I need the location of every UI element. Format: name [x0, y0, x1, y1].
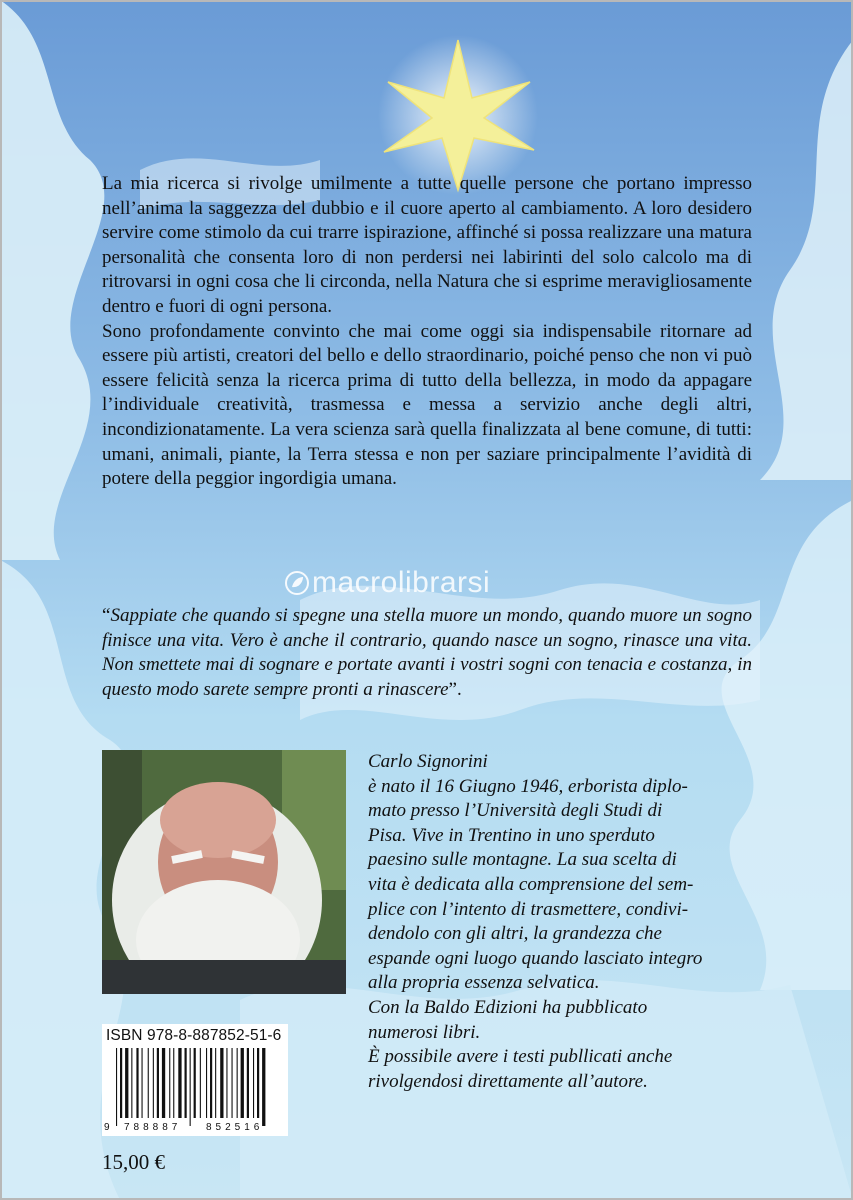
bio-line: dendolo con gli altri, la grandezza che [368, 923, 662, 945]
author-name: Carlo Signorini [368, 751, 488, 772]
barcode-digit-first: 9 [104, 1122, 110, 1133]
body-text [102, 172, 752, 492]
bio-line: rivolgendosi direttamente all’autore. [368, 1070, 648, 1092]
bio-line: plice con l’intento di trasmettere, condivi- [368, 898, 689, 920]
barcode-digits-left: 788887 [124, 1122, 182, 1133]
isbn-barcode [102, 1024, 288, 1136]
quote-close-mark: ”. [448, 678, 462, 700]
bio-line: numerosi libri. [368, 1021, 481, 1043]
barcode-bars [112, 1048, 282, 1126]
watermark-text: macrolibrarsi [312, 566, 491, 599]
author-photo [102, 750, 346, 994]
bio-line: alla propria essenza selvatica. [368, 972, 600, 994]
bio-line: paesino sulle montagne. La sua scelta di [368, 849, 677, 871]
quote-text: Sappiate che quando si spegne una stella muore un mondo, quando muore un sogno finisce una vita. Vero è anche il contrario, quando nasce un sogno, rinasce una vita. Non smettete mai di sognare e portate avanti i vostri sogni con tenacia e costanza, in questo modo sarete sempre pronti a rinascere [102, 605, 752, 700]
price: 15,00 € [102, 1150, 165, 1174]
quote-open-mark: “ [102, 605, 111, 626]
bio-line: Con la Baldo Edizioni ha pubblicato [368, 996, 648, 1018]
quote [102, 604, 752, 702]
isbn-label: ISBN 978-8-887852-51-6 [106, 1027, 282, 1044]
author-bio [368, 750, 756, 1094]
bio-line: È possibile avere i testi publlicati anche [368, 1046, 673, 1068]
body-paragraph: Sono profondamente convinto che mai come oggi sia indispensabile ritornare ad essere più artisti, creatori del bello e dello straordinario, poiché penso che non vi può essere felicità senza la ricerca prima di tutto della bellezza, in modo da appagare l’individuale creatività, trasmessa e messa a servizio anche degli altri, incondizionatamente. La vera scienza sarà quella finalizzata al bene comune, di tutti: umani, animali, piante, la Terra stessa e non per saziare principalmente l’avidità di potere della peggior ingordigia umana. [102, 320, 752, 490]
body-paragraph: La mia ricerca si rivolge umilmente a tutte quelle persone che portano impresso nell’anima la saggezza del dubbio e il cuore aperto al cambiamento. A loro desidero servire come stimolo da cui trarre ispirazione, affinché si possa realizzare una matura personalità che consenta loro di non perdersi nei labirinti del solo calcolo ma di ritrovarsi in ogni cosa che li circonda, nella Natura che si esprime meravigliosamente dentro e fuori di ogni persona. [102, 173, 752, 317]
bio-line: espande ogni luogo quando lasciato integro [368, 947, 703, 969]
bio-line: mato presso l’Università degli Studi di [368, 800, 663, 822]
barcode-digits-right: 852516 [206, 1122, 264, 1133]
bio-line: Pisa. Vive in Trentino in uno sperduto [368, 824, 655, 846]
bio-line: è nato il 16 Giugno 1946, erborista diplo- [368, 775, 688, 797]
watermark [284, 566, 490, 600]
leaf-circle-icon [284, 570, 310, 596]
bio-line: vita è dedicata alla comprensione del sem- [368, 873, 694, 895]
